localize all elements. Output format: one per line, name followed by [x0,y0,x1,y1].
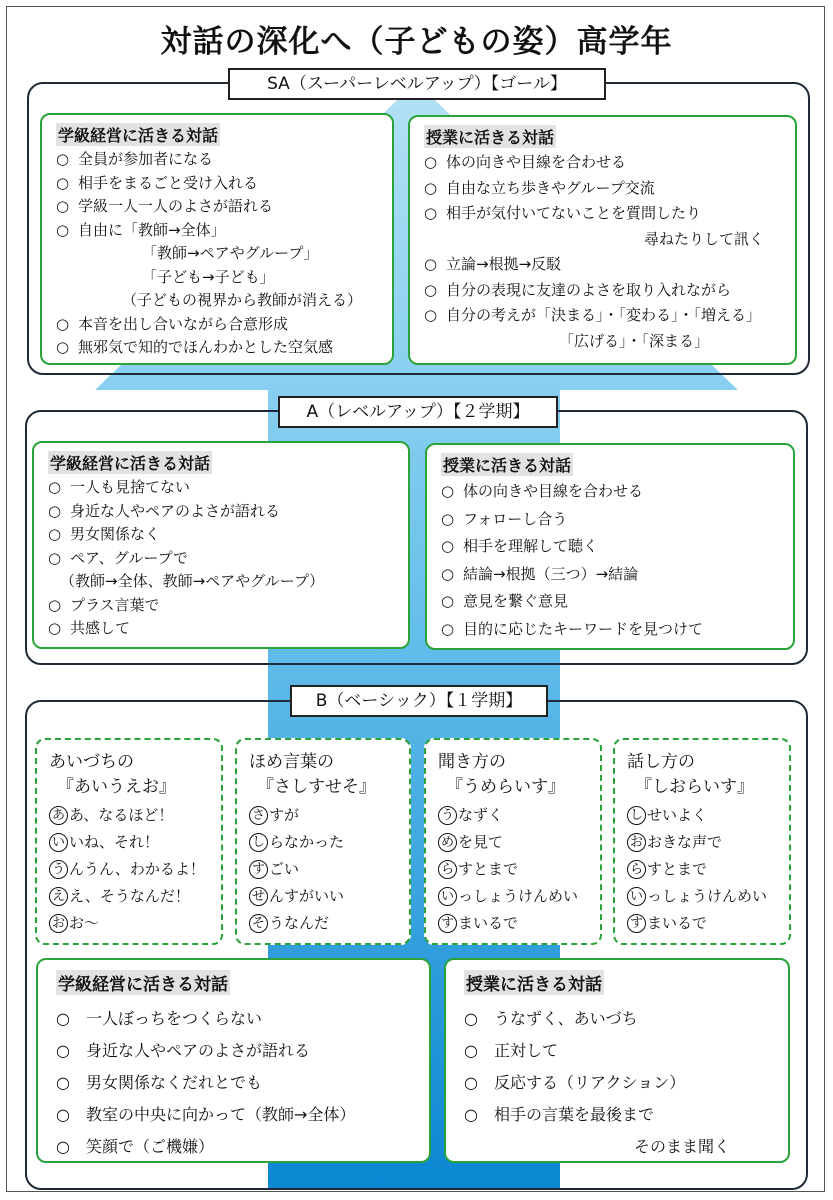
list-item: ○ 自由に「教師→全体」 [56,220,226,239]
list-item: ○ 体の向きや目線を合わせる [424,153,627,171]
list-item-cont: 「教師→ペアやグループ」 [142,244,319,262]
list-item: ○ 男女関係なく [48,525,161,543]
list-item: お お〜 [49,910,209,937]
list-item: ○ ペア、グループで [48,548,189,567]
list-item: ○ 笑顔で（ご機嫌） [56,1137,215,1156]
list-item: す まいるで [627,910,777,937]
list-item: ○ 相手をまるごと受け入れる [56,173,259,192]
list-item: ○ 全員が参加者になる [56,150,214,168]
tips-homekotoba: ほめ言葉の 『さしすせそ』 さ すが し らなかった す ごい せ んすがいい そ うなんだ [235,738,411,945]
list-item: ら すとまで [438,856,588,883]
list-item: ○ 立論→根拠→反駁 [424,255,562,273]
list-item: ○ 相手の言葉を最後まで [464,1105,655,1124]
b-lesson-panel [444,958,790,1163]
list-item: ○ 男女関係なくだれとでも [56,1073,263,1092]
b-lesson-heading: 授業に活きる対話 [464,970,604,995]
list-item: ○ 体の向きや目線を合わせる [441,482,644,500]
list-item: ら すとまで [627,856,777,883]
list-item: ○ プラス言葉で [48,595,160,614]
list-item: う なずく [438,802,588,829]
list-item: ○ 相手を理解して聴く [441,537,599,555]
list-item: い っしょうけんめい [627,883,777,910]
list-item: す ごい [249,856,397,883]
tips-aizuchi: あいづちの 『あいうえお』 あ あ、なるほど！ い いね、それ！ う んうん、わかるよ！ え え、そうなんだ！ お お〜 [35,738,223,945]
list-item: ○ 学級一人一人のよさが語れる [56,197,274,215]
list-item: め を見て [438,829,588,856]
list-item: ○ 正対して [464,1041,559,1060]
list-item: さ すが [249,802,397,829]
list-item: ○ 身近な人やペアのよさが語れる [56,1041,311,1060]
list-item: し らなかった [249,829,397,856]
list-item: せ んすがいい [249,883,397,910]
tips-kikikata: 聞き方の 『うめらいす』 う なずく め を見て ら すとまで い っしょうけんめい す まいるで [424,738,602,945]
b-class-panel [36,958,431,1163]
sa-class-panel [40,113,394,365]
tips-hanashikata: 話し方の 『しおらいす』 し せいよく お おきな声で ら すとまで い っしょうけんめい す まいるで [613,738,791,945]
list-item: ○ 共感して [48,619,131,637]
sa-class-heading: 学級経営に活きる対話 [56,123,220,146]
page-title: 対話の深化へ（子どもの姿）高学年 [160,24,673,60]
list-item: う んうん、わかるよ！ [49,856,209,883]
a-class-panel [32,441,410,649]
list-item-cont: そのまま聞く [634,1137,731,1156]
list-item: ○ 自分の表現に友達のよさを取り入れながら [424,280,732,299]
list-item: ○ 自由な立ち歩きやグループ交流 [424,178,655,197]
a-class-heading: 学級経営に活きる対話 [48,451,212,474]
list-item: ○ 一人も見捨てない [48,478,191,496]
list-item: ○ 目的に応じたキーワードを見つけて [441,619,704,638]
list-item: い っしょうけんめい [438,883,588,910]
list-item: ○ 反応する（リアクション） [464,1073,686,1092]
list-item: ○ うなずく、あいづち [464,1009,638,1028]
list-item: し せいよく [627,802,777,829]
sa-lesson-panel [408,115,797,365]
list-item-cont: （子どもの視界から教師が消える） [122,291,363,309]
list-item: ○ 相手が気付いてないことを質問したり [424,204,702,222]
level-a-label: A（レベルアップ）【２学期】 [278,396,558,428]
list-item-cont: 「子ども→子ども」 [142,267,275,286]
list-item: ○ 一人ぼっちをつくらない [56,1009,263,1028]
list-item: そ うなんだ [249,910,397,937]
list-item: え え、そうなんだ！ [49,883,209,910]
list-item: す まいるで [438,910,588,937]
list-item-cont: 尋ねたりして訊く [644,229,765,248]
list-item: ○ 自分の考えが「決まる」・「変わる」・「増える」 [424,306,762,324]
list-item: ○ 無邪気で知的でほんわかとした空気感 [56,338,334,356]
list-item: お おきな声で [627,829,777,856]
list-item: ○ 結論→根拠（三つ）→結論 [441,564,639,583]
level-sa-label: SA（スーパーレベルアップ）【ゴール】 [228,68,606,100]
list-item: ○ 意見を繋ぐ意見 [441,592,569,610]
sa-lesson-heading: 授業に活きる対話 [424,125,556,148]
list-item: ○ 教室の中央に向かって（教師→全体） [56,1105,356,1124]
a-lesson-heading: 授業に活きる対話 [441,453,573,476]
list-item: あ あ、なるほど！ [49,802,209,829]
a-lesson-panel [425,443,795,650]
list-item: ○ フォローし合う [441,509,568,528]
list-item: ○ 身近な人やペアのよさが語れる [48,501,281,520]
b-class-heading: 学級経営に活きる対話 [56,970,230,995]
list-item-cont: 「広げる」・「深まる」 [559,331,710,350]
level-b-label: B（ベーシック）【１学期】 [290,685,548,717]
list-item-cont: （教師→全体、教師→ペアやグループ） [60,572,325,590]
list-item: ○ 本音を出し合いながら合意形成 [56,314,289,333]
list-item: い いね、それ！ [49,829,209,856]
